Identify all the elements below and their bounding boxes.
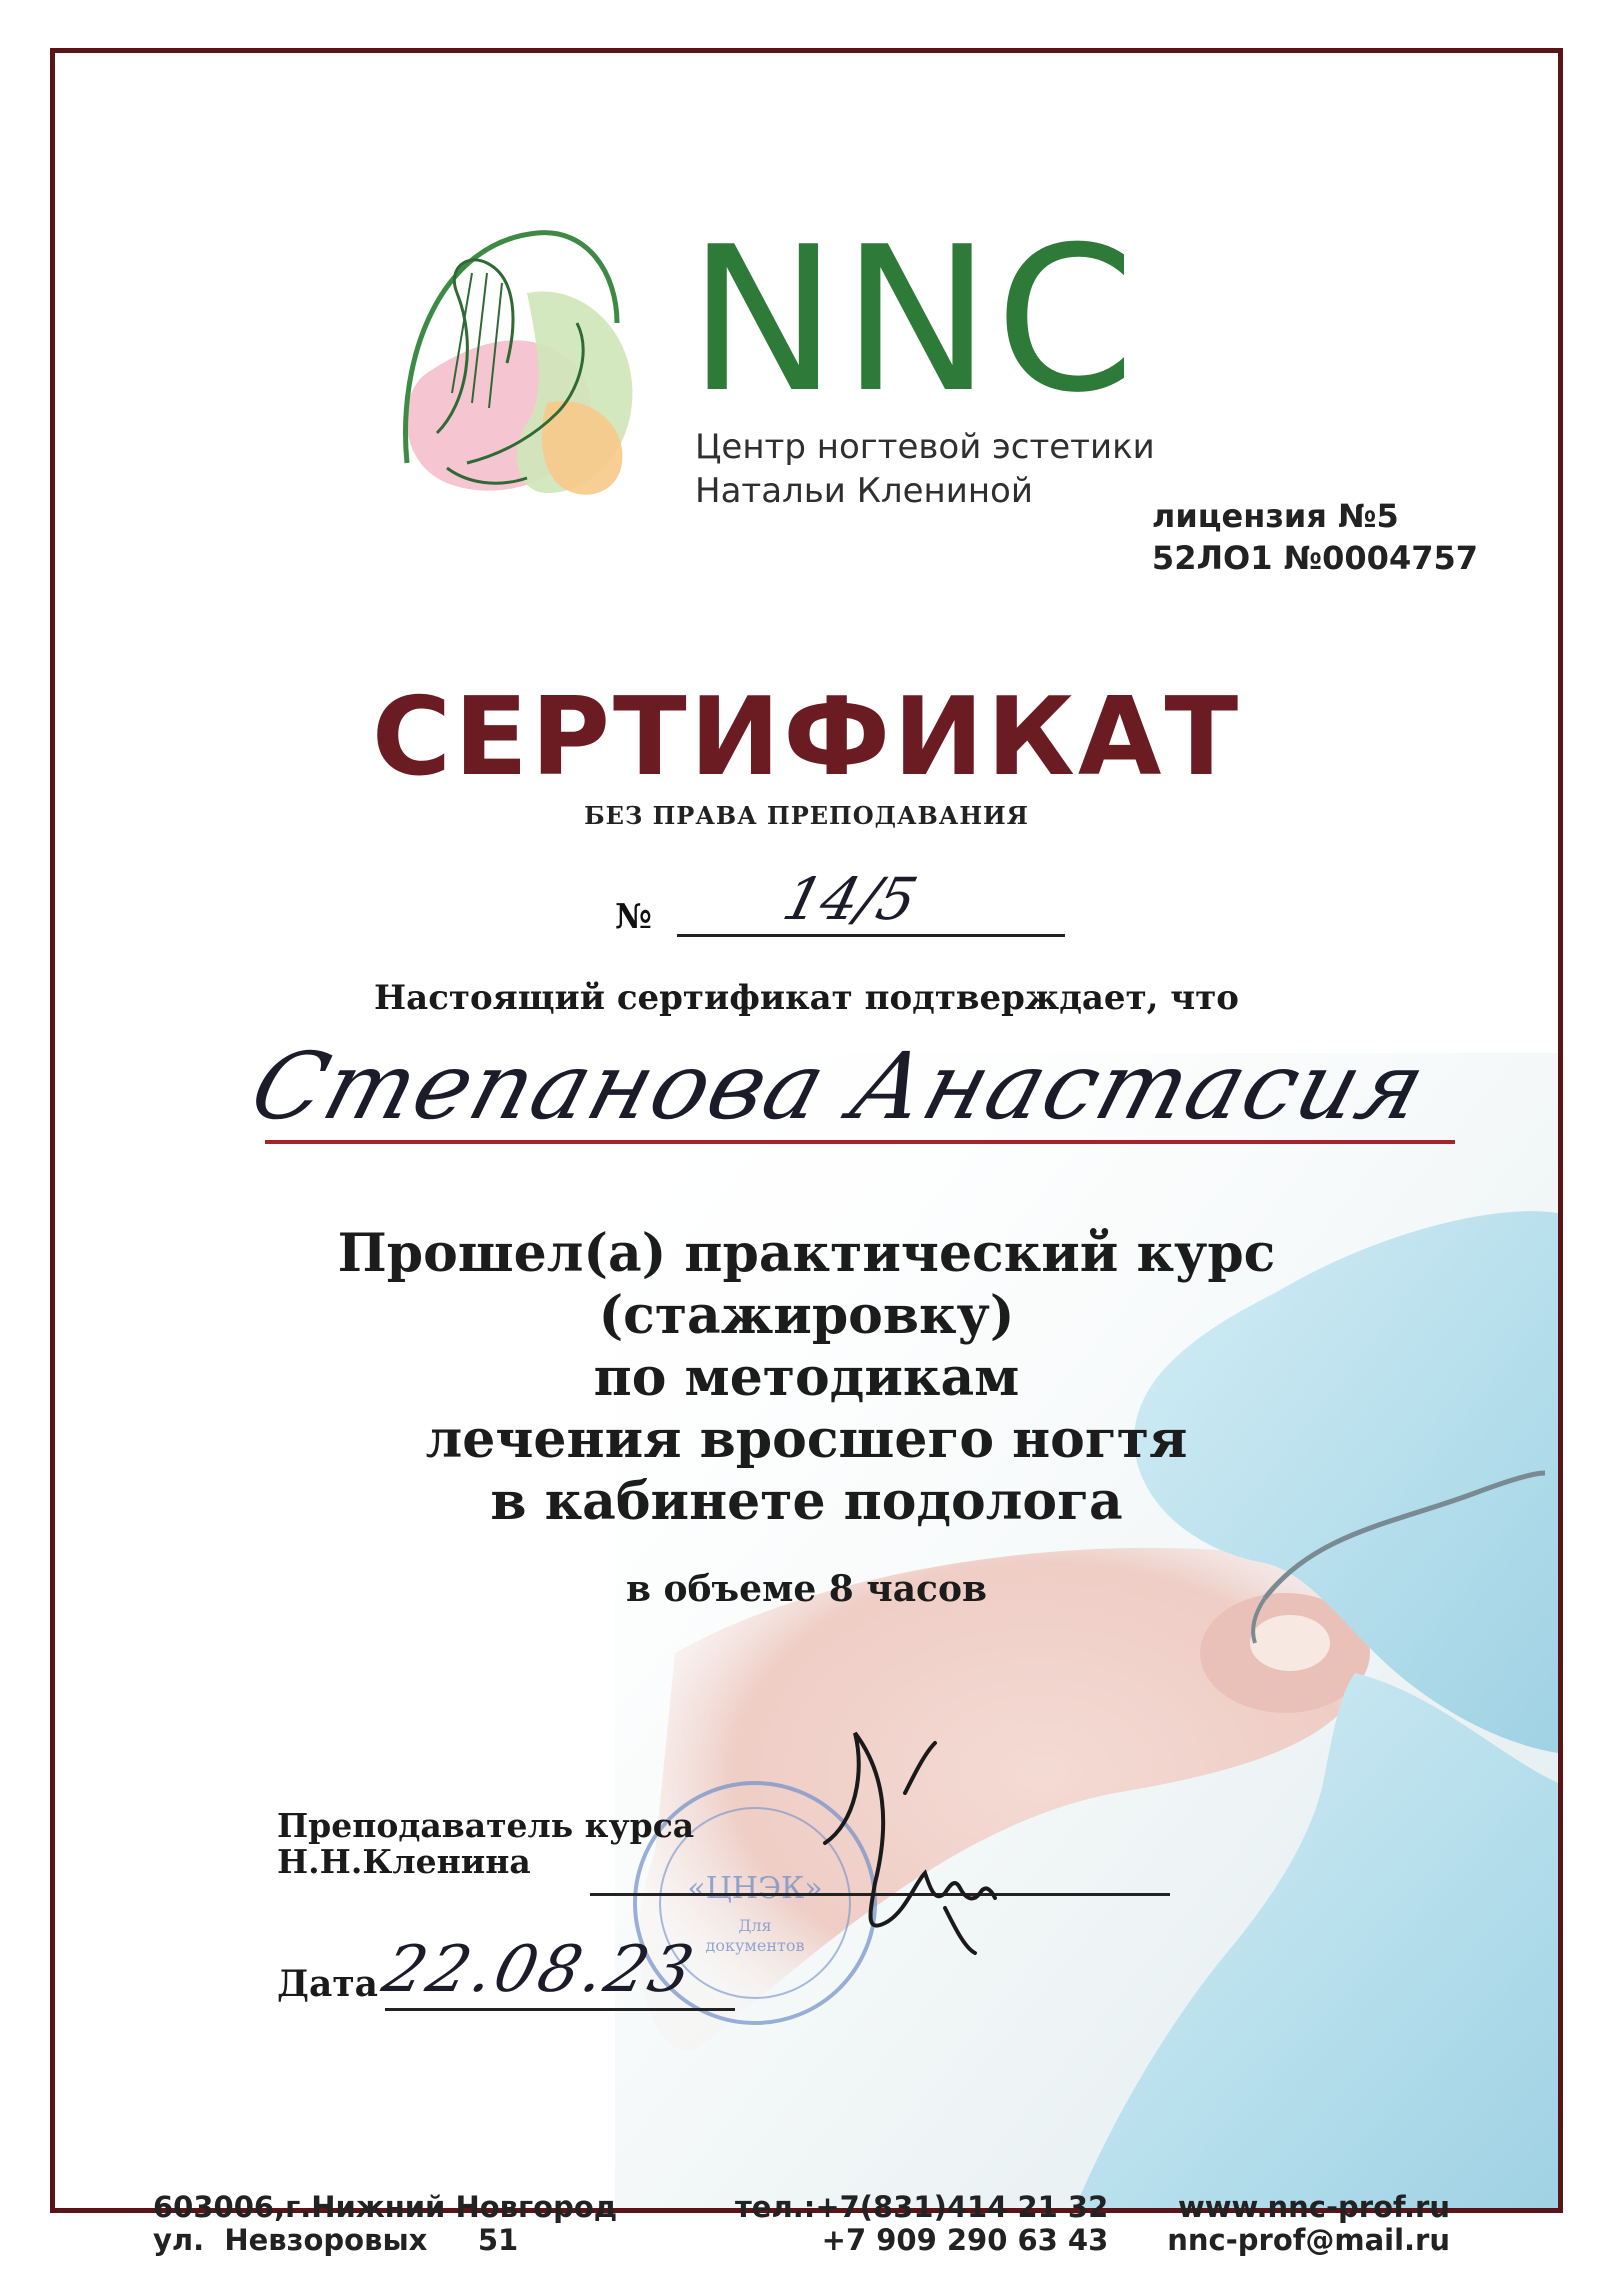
number-label: №: [615, 897, 652, 937]
date-underline: [385, 2008, 735, 2011]
course-volume: в объеме 8 часов: [625, 1568, 987, 1610]
certificate-subtitle: БЕЗ ПРАВА ПРЕПОДАВАНИЯ: [584, 801, 1029, 830]
license-line2: 52ЛО1 №0004757: [1151, 539, 1478, 577]
footer-address: [153, 2191, 617, 2257]
stamp-small-text2: документов: [705, 1936, 805, 1955]
course-line: по методикам: [593, 1347, 1020, 1408]
course-line: Прошел(а) практический курс: [337, 1223, 1276, 1284]
signature-icon: [795, 1713, 1025, 1963]
teacher-line1: Преподаватель курса: [277, 1806, 695, 1845]
foot-hand-logo-icon: [377, 203, 647, 523]
certificate-sheet: [50, 48, 1563, 2257]
brand-subtitle-line2: Натальи Клениной: [695, 471, 1033, 511]
footer-contacts: [1167, 2191, 1450, 2257]
stamp-center-text: «ЦНЭК»: [687, 1871, 823, 1906]
course-line: (стажировку): [598, 1285, 1015, 1346]
stamp-small-text1: Для: [738, 1916, 772, 1935]
address-line2: ул. Невзоровых 51: [153, 2223, 519, 2257]
certificate-number-row: [615, 855, 1065, 945]
teacher-block: [277, 1808, 694, 1880]
course-description: [55, 1223, 1558, 1533]
email-link[interactable]: nnc-prof@mail.ru: [1167, 2223, 1450, 2257]
person-name: Степанова Анастасия: [239, 1033, 1439, 1140]
brand-subtitle: [695, 425, 1155, 513]
person-name-underline: [265, 1140, 1455, 1144]
course-line: лечения вросшего ногтя: [425, 1409, 1188, 1470]
number-underline: [677, 934, 1065, 937]
certificate-number: 14/5: [776, 865, 924, 933]
certificate-date: 22.08.23: [375, 1933, 704, 2007]
website-link[interactable]: www.nnc-prof.ru: [1177, 2190, 1450, 2224]
footer-phones: [735, 2191, 1108, 2257]
course-line: в кабинете подолога: [490, 1471, 1123, 1532]
teacher-line2: Н.Н.Кленина: [277, 1842, 531, 1881]
license-block: [1152, 495, 1478, 579]
confirm-text: Настоящий сертификат подтверждает, что: [374, 978, 1239, 1018]
license-line1: лицензия №5: [1151, 497, 1399, 535]
certificate-title: СЕРТИФИКАТ: [371, 675, 1242, 800]
person-name-row: [239, 1033, 1455, 1158]
phone-line2: +7 909 290 63 43: [821, 2223, 1109, 2257]
address-line1: 603006,г.Нижний Новгород: [153, 2190, 618, 2224]
brand-subtitle-line1: Центр ногтевой эстетики: [695, 427, 1155, 467]
date-label: Дата: [277, 1963, 378, 2005]
phone-line1: тел.:+7(831)414 21 32: [735, 2190, 1109, 2224]
brand-logo-text: NNC: [688, 204, 1139, 437]
